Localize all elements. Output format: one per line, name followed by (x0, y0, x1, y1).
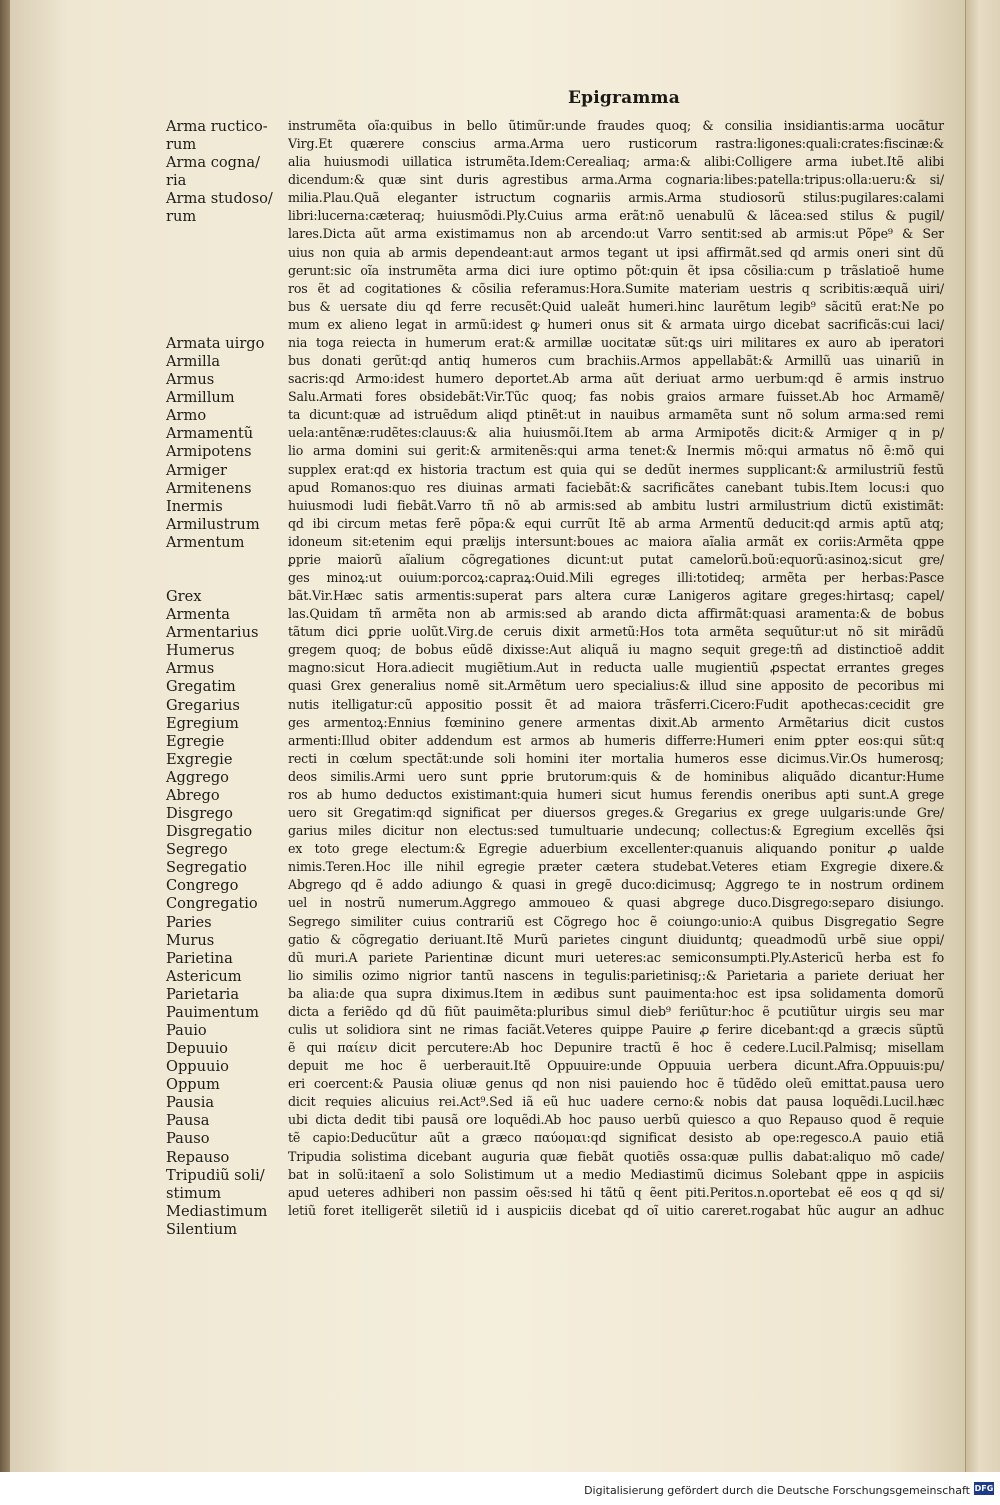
margin-note: Pauimentum (166, 1003, 259, 1021)
dfg-logo: DFG (974, 1484, 994, 1493)
text-line: Abgrego qd ẽ addo adiungo & quasi in gregẽ duco:dicimusq; Aggrego te in nostrum ordinem (288, 877, 944, 893)
margin-note: Congrego (166, 877, 239, 895)
text-line: uero sit Gregatim:qd significat per diuersos greges.& Gregarius ex grege uulgaris:unde Gre/ (288, 805, 944, 821)
text-line: ges armentoꝝ:Ennius fœminino genere armentas dixit.Ab armento Armẽtarius dicit custos (288, 714, 944, 730)
margin-note: Armitenens (166, 479, 252, 497)
margin-note: Oppuuio (166, 1058, 229, 1076)
margin-note: Parietaria (166, 985, 240, 1003)
text-line: ta dicunt:quæ ad istruẽdum aliqd ptinẽt:ut in nauibus armamẽta sunt nõ solum arma:sed remi (288, 407, 944, 423)
text-line: bat in solũ:itaenĩ a solo Solistimum ut a medio Mediastimũ dicimus Solebant qppe in aspiciis (288, 1166, 944, 1182)
text-line: qd ibi circum metas ferẽ põpa:& equi currũt Itẽ ab arma Armentũ deducit:qd armis aptũ atq; (288, 515, 944, 531)
margin-note: Armamentũ (166, 425, 254, 443)
margin-note: Oppum (166, 1076, 220, 1094)
margin-note: Humerus (166, 642, 235, 660)
text-line: Virg.Et quærere conscius arma.Arma uero rusticorum rastra:ligones:quali:crates:fiscinæ:& (288, 136, 944, 152)
text-line: apud Romanos:quo res diuinas armati faciebãt:& sacrificãtes canebant tubis.Item locus:i quo (288, 479, 944, 495)
text-line: lio similis ozimo nigrior tantũ nascens in tegulis:parietinisq;:& Parietaria a pariete deriuat her (288, 967, 944, 983)
margin-note: Pauso (166, 1130, 210, 1148)
text-line: tẽ capio:Deducũtur aũt a græco παύομαι:qd significat desisto ab ope:regesco.A pauio etiã (288, 1130, 944, 1146)
text-line: libri:lucerna:cæteraq; huiusmõdi.Ply.Cuius arma erãt:nõ uenabulũ & lãcea:sed stilus & pugil/ (288, 208, 944, 224)
text-line: supplex erat:qd ex historia tractum est quia qui se dedũt inermes supplicant:& armilustriũ festũ (288, 461, 944, 477)
margin-note: Gregatim (166, 678, 236, 696)
text-line: dicit requies alicuius rei.Act⁹.Sed iã eũ huc uadere cerno:& nobis dat pausa loquẽdi.Lucil.hæc (288, 1094, 944, 1110)
margin-note: Silentium (166, 1220, 238, 1238)
footer-credit: Digitalisierung gefördert durch die Deutsche Forschungsgemeinschaft (584, 1484, 970, 1497)
margin-note: Pausia (166, 1094, 215, 1112)
text-line: gerunt:sic oĩa instrumẽta arma dici iure optimo põt:quin ẽt ipsa cõsilia:cum p trãslatioẽ hume (288, 262, 944, 278)
margin-note: Mediastimum (166, 1202, 268, 1220)
margin-note: rum (166, 136, 197, 154)
margin-note: Depuuio (166, 1040, 228, 1058)
margin-note: Grex (166, 588, 202, 606)
margin-note: Astericum (166, 967, 242, 985)
text-line: bus & uersate diu qd ferre recusẽt:Quid ualeãt humeri.hinc laurẽtum legib⁹ sãcitũ erat:Ne po (288, 298, 944, 314)
text-line: deos similis.Armi uero sunt ꝑprie brutorum:quis & de hominibus aliquãdo dicantur:Hume (288, 768, 944, 784)
text-line: armenti:Illud obiter addendum est armos ab humeris differre:Humeri enim ꝑpter eos:qui sũt:q (288, 732, 944, 748)
margin-note: Armus (166, 660, 215, 678)
text-line: recti in cœlum spectãt:unde soli homini iter mortalia humeros esse dicimus.Vir.Os humerosq; (288, 750, 944, 766)
text-line: nutis itelligatur:cũ appositio possit ẽt ad maiora trãsferri.Cicero:Fudit apothecas:cecidit gre (288, 696, 944, 712)
text-line: dicendum:& quæ sint duris agrestibus arma.Arma cognaria:libes:patella:tripus:olla:ueru:& si/ (288, 172, 944, 188)
margin-note: Abrego (166, 786, 220, 804)
text-line: bus donati gerũt:qd antiq humeros cum brachiis.Armos appellabãt:& Armillũ uas uinariũ in (288, 353, 944, 369)
margin-note: Disgregatio (166, 823, 253, 841)
text-line: bãt.Vir.Hæc satis armentis:superat pars altera curæ Lanigeros agitare greges:hirtasq; capel/ (288, 588, 944, 604)
margin-note: Armillum (166, 389, 235, 407)
text-line: gatio & cõgregatio deriuant.Itẽ Murũ parietes cingunt diuiduntq; queadmodũ urbẽ siue oppi/ (288, 931, 944, 947)
text-line: dicta a feriẽdo qd dũ fiũt pauimẽta:pluribus simul dieb⁹ feriũtur:hoc ẽ pcutiũtur uirgis seu mar (288, 1003, 944, 1019)
text-line: alia huiusmodi uillatica istrumẽta.Idem:Cerealiaq; arma:& alibi:Colligere arma iubet.Itẽ alibi (288, 154, 944, 170)
next-page-edge (965, 0, 1000, 1472)
text-line: apud ueteres adhiberi non passim oẽs:sed hi tãtũ q ẽent piti.Peritos.n.oportebat eẽ eos q qd si/ (288, 1184, 944, 1200)
margin-note: Segregatio (166, 859, 247, 877)
running-head: Epigramma (568, 88, 680, 108)
text-line: uela:antẽnæ:rudẽtes:clauus:& alia huiusmõi.Item ab arma Armipotẽs dicit:& Armiger q in p/ (288, 425, 944, 441)
margin-note: Tripudiũ soli/ (166, 1166, 265, 1184)
margin-note: Murus (166, 931, 215, 949)
text-line: ros ẽt ad cogitationes & cõsilia referamus:Hora.Sumite materiam uestris q scribitis:æquã uiri/ (288, 280, 944, 296)
margin-note: Paries (166, 913, 212, 931)
margin-note: Exgregie (166, 750, 233, 768)
text-line: uel in nostrũ numerum.Aggrego ammoueo & quasi abgrege duco.Disgrego:separo disiungo. (288, 895, 944, 911)
margin-note: Pauio (166, 1022, 207, 1039)
margin-note: Inermis (166, 497, 223, 515)
text-line: instrumẽta oĩa:quibus in bello ũtimũr:unde fraudes quoq; & consilia insidiantis:arma uocãtur (288, 118, 944, 133)
margin-note: Armipotens (166, 443, 252, 461)
margin-note: Armilla (166, 353, 221, 371)
text-line: mum ex alieno legat in armũ:idest ꝙ humeri onus sit & armata uirgo dicebat sacrificãs:cui laci/ (288, 316, 944, 332)
text-line: garius miles dicitur non electus:sed tumultuarie undecunq; collectus:& Egregium excellẽs q̃si (288, 823, 944, 839)
margin-note: Armus (166, 371, 215, 389)
text-line: letiũ foret itelligerẽt siletiũ id i auspiciis dicebat qd oĩ uitio careret.rogabat hũc augur an adhuc (288, 1202, 944, 1218)
margin-note: Egregium (166, 714, 239, 732)
text-line: nia toga reiecta in humerum erat:& armillæ uocitatæ sũt:ꝗs uiri militares ex auro ab iperatori (288, 334, 944, 350)
text-line: ros ab humo deductos existimant:quia humeri sicut humus ferendis oneribus apti sunt.A grege (288, 786, 944, 802)
margin-note: Pausa (166, 1112, 210, 1130)
margin-note: Armata uirgo (166, 334, 265, 352)
margin-note: Armiger (166, 461, 227, 479)
text-line: ex toto grege electum:& Egregie aduerbium excellenter:quanuis aliquando ponitur ꝓ ualde (288, 841, 944, 857)
text-line: ꝑprie maiorũ aĩalium cõgregationes dicunt:ut putat camelorũ.boũ:equorũ:asinoꝝ:sicut gre/ (288, 551, 944, 567)
text-line: gregem quoq; de bobus eũdẽ dixisse:Aut aliquã iu magno sequit grege:tñ ad distinctioẽ addit (288, 642, 944, 658)
text-line: ẽ qui παίειν dicit percutere:Ab hoc Depunire tractũ ẽ hoc ẽ cedere.Lucil.Palmisq; misellam (288, 1040, 944, 1056)
text-line: huiusmodi ludi fiebãt.Varro tñ nõ ab armis:sed ab ambitu lustri armilustrium dictũ existimãt: (288, 497, 944, 513)
text-line: ges minoꝝ:ut ouium:porcoꝝ:capraꝝ:Ouid.Mili egreges illi:totideq; armẽta per herbas:Pasce (288, 570, 944, 585)
margin-note: Armenta (166, 606, 230, 624)
margin-note: Gregarius (166, 696, 240, 714)
text-line: milia.Plau.Quã eleganter istructum cognariis armis.Arma studiosorũ stilus:pugilares:calami (288, 190, 944, 206)
margin-note: Armo (166, 407, 207, 425)
text-line: depuit me hoc ẽ uerberauit.Itẽ Oppuuire:unde Oppuuia uerbera dicunt.Afra.Oppuuis:pu/ (288, 1058, 944, 1074)
text-line: Tripudia solistima dicebant auguria quæ fiebãt quotiẽs ossa:quæ pullis dabat:aliquo mõ cade/ (288, 1148, 944, 1164)
margin-note: Repauso (166, 1148, 230, 1166)
text-line: sacris:qd Armo:idest humero deportet.Ab arma aũt deriuat armo uerbum:qd ẽ armis instruo (288, 371, 944, 387)
page-verso (10, 0, 986, 1472)
margin-note: Congregatio (166, 895, 258, 913)
margin-note: Arma ructico- (166, 118, 268, 135)
text-line: ba alia:de qua supra diximus.Item in ædibus sunt pauimenta:hoc est ipsa solidamenta domorũ (288, 985, 944, 1001)
margin-note: Egregie (166, 732, 225, 750)
text-line: idoneum sit:etenim equi prælijs intersunt:boues ac maiora aĩalia armãt ex coriis:Armẽta qppe (288, 533, 944, 549)
margin-note: rum (166, 208, 197, 226)
text-line: dũ muri.A pariete Parientinæ dicunt muri ueteres:ac semiconsumpti.Ply.Astericũ herba est fo (288, 949, 944, 965)
text-line: eri coercent:& Pausia oliuæ genus qd non nisi pauiendo hoc ẽ tũdẽdo oleũ emittat.pausa uero (288, 1076, 944, 1092)
text-line: ubi dicta dedit tibi pausã ore loquẽdi.Ab hoc pauso uerbũ quiesco a quo Repauso quod ẽ requie (288, 1112, 944, 1128)
margin-note: Armentum (166, 533, 245, 551)
margin-note: Armentarius (166, 624, 259, 642)
text-line: Segrego similiter cuius contrariũ est Cõgrego hoc ẽ coiungo:unio:A quibus Disgregatio Segre (288, 913, 944, 929)
margin-note: Aggrego (166, 768, 229, 786)
text-line: lio arma domini sui gerit:& armitenẽs:qui arma tenet:& Inermis mõ:qui armatus nõ ẽ:mõ qui (288, 443, 944, 459)
margin-note: Parietina (166, 949, 233, 967)
margin-note: Arma studoso/ (166, 190, 273, 208)
text-line: culis ut solidiora sint ne rimas faciãt.Veteres quippe Pauire ꝓ ferire dicebant:qd a græcis sũptũ (288, 1022, 944, 1037)
margin-note: Segrego (166, 841, 228, 859)
text-line: magno:sicut Hora.adiecit mugiẽtium.Aut in reducta ualle mugientiũ ꝓspectat errantes greges (288, 660, 944, 676)
text-line: las.Quidam tñ armẽta non ab armis:sed ab arando dicta affirmãt:quasi aramenta:& de bobus (288, 606, 944, 622)
margin-note: Armilustrum (166, 515, 260, 533)
margin-note: Disgrego (166, 805, 233, 823)
text-line: uius non quia ab armis dependeant:aut armos tegant ut ipsi affirmãt.sed qd armis oneri sint dũ (288, 244, 944, 260)
text-line: Salu.Armati fores obsidebãt:Vir.Tũc quoq; fas nobis graios armare fuisset.Ab hoc Armamẽ/ (288, 389, 944, 405)
text-line: tãtum dici ꝑprie uolũt.Virg.de ceruis dixit armetũ:Hos tota armẽta sequũtur:ut nõ sit mirãdũ (288, 624, 944, 640)
margin-note: stimum (166, 1184, 222, 1202)
text-line: quasi Grex generalius nomẽ sit.Armẽtum uero specialius:& illud sine apposito de pecoribus mi (288, 678, 944, 694)
margin-note: ria (166, 172, 187, 190)
margin-note: Arma cogna/ (166, 154, 261, 172)
text-line: nimis.Teren.Hoc ille nihil egregie præter cætera studebat.Veteres etiam Exgregie dixere.& (288, 859, 944, 875)
digitization-footer (0, 1472, 1000, 1505)
text-line: lares.Dicta aũt arma existimamus non ab arcendo:ut Varro sentit:sed ab armis:ut Põpe⁹ & Ser (288, 226, 944, 242)
